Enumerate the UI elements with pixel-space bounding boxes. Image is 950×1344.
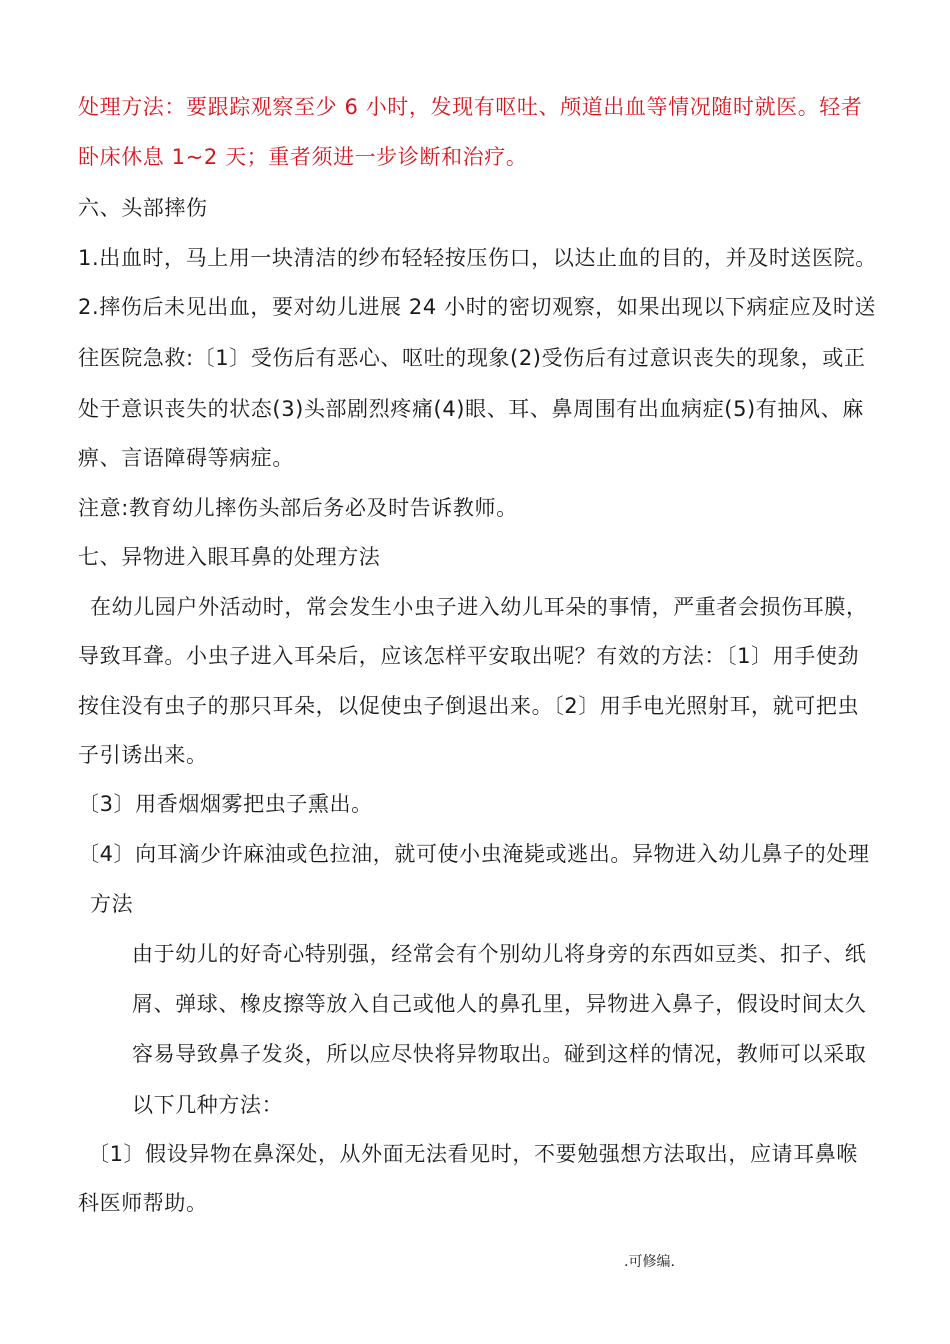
paragraph-line: 痹、言语障碍等病症。 — [78, 446, 294, 470]
paragraph-line: 方法 — [90, 892, 134, 916]
paragraph-line: 在幼儿园户外活动时，常会发生小虫子进入幼儿耳朵的事情，严重者会损伤耳膜， — [90, 595, 868, 619]
note-line: 注意:教育幼儿摔伤头部后务必及时告诉教师。 — [78, 496, 518, 520]
list-item: 〔1〕假设异物在鼻深处，从外面无法看见时，不要勉强想方法取出，应请耳鼻喉 — [88, 1142, 858, 1166]
paragraph-line: 容易导致鼻子发炎，所以应尽快将异物取出。碰到这样的情况，教师可以采取 — [132, 1042, 867, 1066]
paragraph-line: 1.出血时，马上用一块清洁的纱布轻轻按压伤口，以达止血的目的，并及时送医院。 — [78, 246, 877, 270]
paragraph-line: 2.摔伤后未见出血，要对幼儿进展 24 小时的密切观察，如果出现以下病症应及时送 — [78, 295, 877, 319]
paragraph-line: 卧床休息 1~2 天；重者须进一步诊断和治疗。 — [78, 145, 528, 169]
list-item: 〔3〕用香烟烟雾把虫子熏出。 — [78, 792, 373, 816]
paragraph-line: 导致耳聋。小虫子进入耳朵后，应该怎样平安取出呢？有效的方法：〔1〕用手使劲 — [78, 644, 860, 668]
paragraph-line: 处于意识丧失的状态(3)头部剧烈疼痛(4)眼、耳、鼻周围有出血病症(5)有抽风、麻 — [78, 397, 864, 421]
section-heading: 六、头部摔伤 — [78, 196, 208, 220]
paragraph-line: 处理方法：要跟踪观察至少 6 小时，发现有呕吐、颅道出血等情况随时就医。轻者 — [78, 95, 863, 119]
paragraph-line: 往医院急救:〔1〕受伤后有恶心、呕吐的现象(2)受伤后有过意识丧失的现象，或正 — [78, 346, 866, 370]
paragraph-line: 由于幼儿的好奇心特别强，经常会有个别幼儿将身旁的东西如豆类、扣子、纸 — [132, 942, 867, 966]
paragraph-line: 科医师帮助。 — [78, 1191, 208, 1215]
list-item: 〔4〕向耳滴少许麻油或色拉油，就可使小虫淹毙或逃出。异物进入幼儿鼻子的处理 — [78, 842, 870, 866]
paragraph-line: 子引诱出来。 — [78, 743, 208, 767]
section-heading: 七、异物进入眼耳鼻的处理方法 — [78, 545, 381, 569]
paragraph-line: 屑、弹球、橡皮擦等放入自己或他人的鼻孔里，异物进入鼻子，假设时间太久 — [132, 992, 867, 1016]
paragraph-line: 按住没有虫子的那只耳朵，以促使虫子倒退出来。〔2〕用手电光照射耳，就可把虫 — [78, 694, 860, 718]
paragraph-line: 以下几种方法： — [132, 1093, 284, 1117]
page-footer: .可修编. — [624, 1254, 675, 1270]
